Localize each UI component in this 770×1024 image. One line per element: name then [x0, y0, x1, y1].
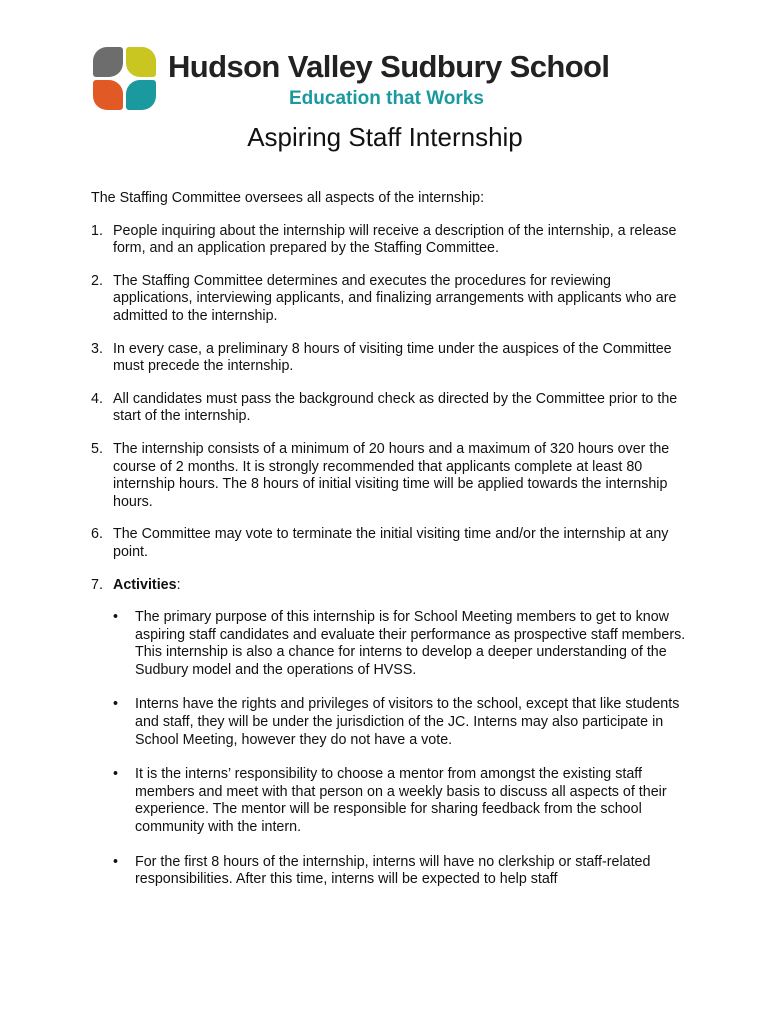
document-body	[91, 190, 691, 906]
list-item-activities	[91, 577, 691, 889]
item-text: People inquiring about the internship will receive a description of the internship, a release form, and an application prepared by the Staffing Committee.	[113, 222, 677, 257]
item-number: 2.	[91, 272, 103, 289]
bullet-item	[113, 854, 691, 889]
bullet-text: For the first 8 hours of the internship, interns will have no clerkship or staff-related responsibilities. After this time, interns will be expected to help staff	[135, 853, 651, 888]
numbered-list	[91, 223, 691, 889]
bullet-item	[113, 609, 691, 679]
document-header	[0, 0, 770, 115]
logo-orange-leaf	[93, 80, 123, 110]
school-tagline: Education that Works	[289, 88, 484, 109]
item-number: 1.	[91, 222, 103, 239]
bullet-icon: •	[113, 853, 119, 870]
bullet-text: It is the interns’ responsibility to choose a mentor from amongst the existing staff members and meet with that person on a weekly basis to discuss all aspects of their experience. The mentor will be responsible for sharing feedback from the school community with the intern.	[135, 766, 667, 836]
logo-grey-leaf	[93, 47, 123, 77]
activities-bullet-list	[113, 609, 691, 889]
bullet-text: Interns have the rights and privileges of visitors to the school, except that like students and staff, they will be under the jurisdiction of the JC. Interns may also participate in School Meeting, however they do not have a vote.	[135, 696, 680, 748]
item-number: 3.	[91, 340, 103, 357]
list-item	[91, 273, 691, 326]
logo-teal-leaf	[126, 80, 156, 110]
bullet-icon: •	[113, 609, 119, 626]
item-text: All candidates must pass the background check as directed by the Committee prior to the start of the internship.	[113, 390, 678, 425]
bullet-item	[113, 696, 691, 749]
list-item	[91, 391, 691, 426]
item-number: 4.	[91, 390, 103, 407]
item-text: The internship consists of a minimum of 20 hours and a maximum of 320 hours over the course of 2 months. It is strongly recommended that applicants complete at least 80 internship hours. The 8 hours of initial visiting time will be applied towards the internship hours.	[113, 440, 670, 510]
bullet-icon: •	[113, 696, 119, 713]
list-item	[91, 526, 691, 561]
bullet-icon: •	[113, 766, 119, 783]
item-number: 6.	[91, 526, 103, 543]
page-title: Aspiring Staff Internship	[247, 122, 523, 152]
bullet-text: The primary purpose of this internship is for School Meeting members to get to know aspiring staff candidates and evaluate their performance as prospective staff members. This internship is also a chance for interns to develop a deeper understanding of the Sudbury model and the operations of HVSS.	[135, 609, 686, 678]
school-name: Hudson Valley Sudbury School	[168, 49, 610, 84]
activities-heading: Activities	[113, 576, 177, 593]
list-item	[91, 441, 691, 511]
list-item	[91, 341, 691, 376]
school-logo-icon	[93, 47, 161, 113]
logo-lime-leaf	[126, 47, 156, 77]
activities-colon: :	[176, 576, 181, 593]
intro-paragraph: The Staffing Committee oversees all aspects of the internship:	[91, 190, 485, 206]
list-item	[91, 223, 691, 258]
item-text: The Staffing Committee determines and executes the procedures for reviewing applications, interviewing applicants, and finalizing arrangements with applicants who are admitted to the internship.	[113, 272, 677, 324]
item-number: 5.	[91, 440, 103, 457]
item-number: 7.	[91, 576, 103, 593]
bullet-item	[113, 766, 691, 836]
item-text: The Committee may vote to terminate the initial visiting time and/or the internship at any point.	[113, 526, 669, 560]
item-text: In every case, a preliminary 8 hours of visiting time under the auspices of the Committee must precede the internship.	[113, 340, 672, 375]
